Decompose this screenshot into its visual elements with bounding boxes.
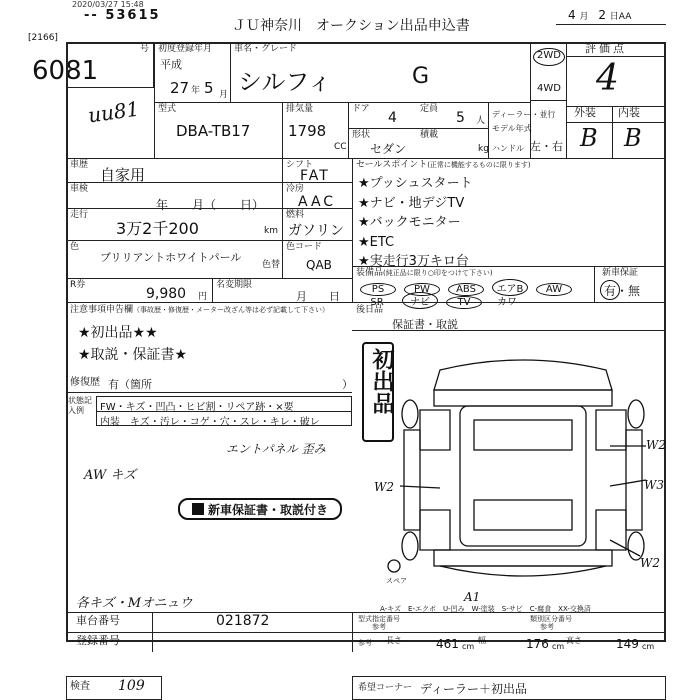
mileage-value: 3万2千200 xyxy=(116,219,199,238)
corner-label: 希望コーナー xyxy=(358,683,413,693)
history-label: 車歴 xyxy=(70,160,89,170)
cc-unit: CC xyxy=(334,142,347,152)
length-label: 長さ xyxy=(386,636,402,645)
reg-month: 5 xyxy=(204,79,214,97)
doors-label: ドア xyxy=(352,104,370,114)
damage-mark: A1 xyxy=(464,590,481,604)
divider xyxy=(352,266,666,267)
aircon-label: 冷房 xyxy=(286,184,305,194)
capacity-label: 定員 xyxy=(420,104,439,114)
interior-grade: B xyxy=(624,124,642,152)
reg-year: 27 xyxy=(170,79,190,97)
date-block xyxy=(568,8,631,22)
model-year-label: モデル年式 xyxy=(492,124,532,133)
divider xyxy=(594,266,595,302)
date-month-suffix: 月 xyxy=(579,12,589,22)
recycle-label: R券 xyxy=(70,280,86,290)
shift-label: シフト xyxy=(286,160,314,170)
capacity-value: 5 xyxy=(456,110,465,126)
era-label: 平成 xyxy=(160,58,182,71)
warranty-text: 新車保証書・取説付き xyxy=(207,502,328,517)
cert-ref-1: 参考 xyxy=(372,623,386,631)
color-value: ブリリアントホワイトパール xyxy=(100,251,242,264)
mileage-label: 走行 xyxy=(70,210,89,220)
hand-note-aw: AW キズ xyxy=(84,468,137,483)
shape-label: 形状 xyxy=(352,130,371,140)
corner-value: ディーラー＋初出品 xyxy=(420,682,528,696)
divider xyxy=(566,56,666,57)
rating-value: 4 xyxy=(596,58,619,99)
month-unit: 月 xyxy=(219,90,229,100)
equipment-item: ABS xyxy=(448,283,484,296)
divider xyxy=(66,278,352,279)
hand-lot-note: uu81 xyxy=(86,96,141,128)
new-car-circle xyxy=(600,280,620,300)
divider xyxy=(66,158,666,159)
equipment-item: TV xyxy=(446,296,482,309)
date-underline xyxy=(556,24,666,25)
color-code-label: 色コード xyxy=(286,242,323,252)
height-value: 149 xyxy=(616,637,639,651)
sales-item: ★実走行3万キロ台 xyxy=(358,254,469,269)
divider xyxy=(566,42,567,158)
length-value: 461 xyxy=(436,637,459,651)
width-unit: cm xyxy=(552,642,565,651)
repair-value: 有（箇所 xyxy=(108,378,152,391)
divider xyxy=(348,128,488,129)
divider xyxy=(66,208,352,209)
recycle-value: 9,980 xyxy=(146,286,187,302)
divider xyxy=(530,100,566,101)
drive-2wd: 2WD xyxy=(537,50,561,61)
equipment-item: SR xyxy=(370,297,384,308)
equipment-item: ナビ xyxy=(402,292,438,309)
inspection-label: 車検 xyxy=(70,184,89,194)
inspection-value: 年 月（ 日） xyxy=(156,198,265,212)
divider xyxy=(282,158,283,278)
car-damage-diagram xyxy=(380,350,666,600)
hand-note-panel: エントパネル 歪み xyxy=(226,442,326,456)
divider xyxy=(212,278,213,302)
divider xyxy=(352,158,353,302)
repaint-label: 色替 xyxy=(262,260,281,270)
warranty-icon xyxy=(192,503,204,515)
repair-close: ） xyxy=(342,378,353,391)
doors-value: 4 xyxy=(388,110,397,126)
divider xyxy=(612,106,613,158)
spare-label: スペア xyxy=(386,577,407,585)
chassis-label: 車台番号 xyxy=(76,614,120,627)
form-code: [2166] xyxy=(28,33,58,43)
sales-head: セールスポイント xyxy=(356,160,428,170)
divider xyxy=(66,182,352,183)
print-stamp-date: 2020/03/27 15:48 xyxy=(72,0,144,9)
notes-label xyxy=(70,305,329,315)
name-change-label: 名変期限 xyxy=(216,280,253,290)
condition-interior: キズ・汚レ・コゲ・穴・スレ・キレ・破レ xyxy=(130,417,320,428)
cert-ref-3: 参考 xyxy=(358,639,372,647)
sales-list xyxy=(358,174,473,272)
damage-legend: A-キズ E-エクボ U-凹み W-塗装 S-サビ C-腐食 XX-交換済 xyxy=(380,605,591,613)
divider xyxy=(66,632,352,633)
drive-4wd: 4WD xyxy=(537,83,561,94)
first-listing-text: 初出品 xyxy=(369,348,394,414)
divider xyxy=(566,122,666,123)
model-code: DBA-TB17 xyxy=(176,122,251,140)
damage-mark: W2 xyxy=(640,556,660,570)
equipment-row-2 xyxy=(360,292,524,309)
height-unit: cm xyxy=(642,642,655,651)
fuel-value: ガソリン xyxy=(288,223,344,239)
damage-mark: W3 xyxy=(644,478,664,492)
sales-item: ★プッシュスタート xyxy=(358,176,473,191)
chassis-value: 021872 xyxy=(216,613,270,629)
equipment-head: 装備品 xyxy=(356,268,384,278)
history-value: 自家用 xyxy=(100,166,146,184)
first-reg-label: 初度登録年月 xyxy=(158,44,213,54)
handle-label: ハンドル xyxy=(492,144,524,153)
car-grade: G xyxy=(412,64,430,89)
new-car-label: 新車保証 xyxy=(602,268,639,278)
divider xyxy=(66,240,352,241)
load-label: 積載 xyxy=(420,130,439,140)
yen-unit: 円 xyxy=(198,292,208,302)
lot-number: 6081 xyxy=(32,56,99,86)
cert-type-label: 型式指定番号 xyxy=(358,615,400,623)
name-change-value: 月 日 xyxy=(296,290,340,303)
dealer-label: ディーラー・並行 xyxy=(492,110,556,119)
shift-value: FAT xyxy=(300,168,330,184)
divider xyxy=(352,632,666,633)
divider xyxy=(230,42,231,102)
km-unit: km xyxy=(264,226,278,236)
damage-mark: W2 xyxy=(374,480,394,494)
equipment-item: エアB xyxy=(492,279,528,296)
notes-sub: （事故歴・修復歴・メーター改ざん等は必ず記載して下さい） xyxy=(133,306,330,314)
length-unit: cm xyxy=(462,642,475,651)
note-line: ★取説・保証書★ xyxy=(78,347,188,363)
notes-head: 注意事項申告欄 xyxy=(70,305,134,315)
equipment-label xyxy=(356,268,493,278)
aircon-value: AAC xyxy=(298,194,337,210)
new-car-value: 有・無 xyxy=(604,284,641,298)
divider xyxy=(488,102,489,158)
divider xyxy=(154,102,530,103)
year-unit: 年 xyxy=(191,86,201,96)
cert-ref-2: 参考 xyxy=(540,623,554,631)
sales-label xyxy=(356,160,531,170)
notes-list xyxy=(78,322,187,366)
divider xyxy=(66,612,666,613)
date-month: 4 xyxy=(568,8,576,22)
condition-exterior: FW・キズ・凹凸・ヒビ割・リペア跡・×要 xyxy=(100,402,294,413)
car-name-label: 車名・グレード xyxy=(234,44,298,54)
print-stamp-number: -- 53615 xyxy=(84,8,161,23)
condition-interior-label: 内装 xyxy=(100,417,120,428)
rating-label: 評価点 xyxy=(585,42,627,55)
cert-cat-label: 類別区分番号 xyxy=(530,615,572,623)
divider xyxy=(348,102,349,158)
kg-unit: kg xyxy=(478,144,489,154)
damage-mark: W2 xyxy=(646,438,666,452)
divider xyxy=(66,392,352,393)
date-day: 2 xyxy=(598,8,606,22)
equipment-sub: (純正品に限り○印をつけて下さい) xyxy=(383,269,493,277)
condition-label: 状態記入例 xyxy=(68,396,92,415)
equipment-item: PS xyxy=(360,283,396,296)
date-day-suffix: 日AA xyxy=(609,12,632,22)
divider xyxy=(154,42,155,158)
note-line: ★初出品★★ xyxy=(78,325,158,341)
shape-value: セダン xyxy=(370,142,407,156)
sales-item: ★ナビ・地デジTV xyxy=(358,195,465,211)
interior-label: 内装 xyxy=(618,106,640,119)
width-value: 176 xyxy=(526,637,549,651)
sales-item: ★ETC xyxy=(358,234,395,250)
sales-item: ★バックモニター xyxy=(358,215,461,230)
handle-value: 左・右 xyxy=(530,140,563,153)
fuel-label: 燃料 xyxy=(286,210,305,220)
displacement-label: 排気量 xyxy=(286,104,314,114)
form-title: ＪＵ神奈川 オークション出品申込書 xyxy=(232,18,470,34)
height-label: 高さ xyxy=(566,636,582,645)
inspector-value: 109 xyxy=(118,678,145,694)
equipment-item: PW xyxy=(404,283,440,296)
equipment-item: カワ xyxy=(497,297,517,308)
person-unit: 人 xyxy=(476,116,486,126)
divider xyxy=(66,302,666,303)
lot-label: 号 xyxy=(140,44,150,54)
model-label: 型式 xyxy=(158,104,177,114)
divider xyxy=(282,102,283,158)
color-code-value: QAB xyxy=(306,258,332,272)
exterior-label: 外装 xyxy=(574,106,596,119)
displacement-value: 1798 xyxy=(288,122,327,140)
equipment-item: AW xyxy=(536,283,572,296)
repair-label: 修復歴 xyxy=(70,377,100,388)
width-label: 幅 xyxy=(478,636,486,645)
car-name: シルフィ xyxy=(238,68,332,96)
warranty-stamp xyxy=(178,498,342,520)
rear-items-label: 後日品 xyxy=(356,305,384,315)
sales-sub: (正常に機能するものに限ります) xyxy=(427,161,531,169)
inspector-label: 検査 xyxy=(70,681,90,692)
divider xyxy=(352,330,666,331)
exterior-grade: B xyxy=(580,124,598,152)
color-label: 色 xyxy=(70,242,80,252)
hand-note-bumper: 各キズ・Mオニュウ xyxy=(76,596,193,611)
reg-number-label: 登録番号 xyxy=(76,634,120,647)
rear-items-value: 保証書・取説 xyxy=(392,318,458,331)
